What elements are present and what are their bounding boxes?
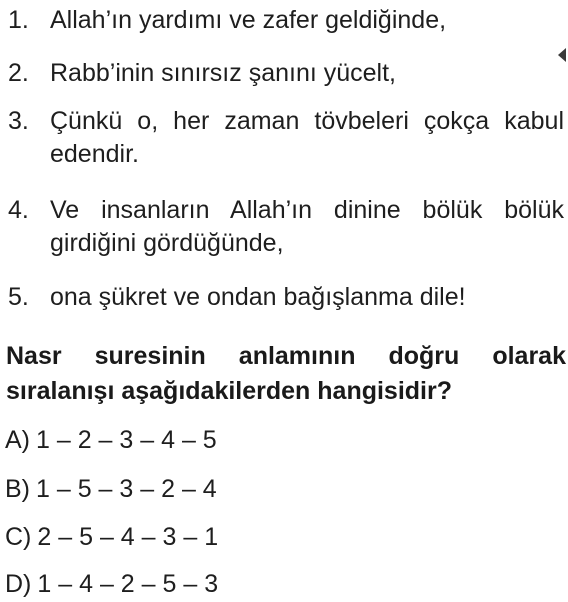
option-letter: B) <box>5 475 30 503</box>
list-item-4 <box>8 194 564 260</box>
item-text: ona şükret ve ondan bağışlanma dile! <box>50 283 466 311</box>
item-number: 4. <box>8 196 29 224</box>
item-text: Rabb’inin sınırsız şanını yücelt, <box>50 59 396 87</box>
option-letter: C) <box>5 523 32 551</box>
option-sequence: 1 – 2 – 3 – 4 – 5 <box>36 426 217 454</box>
list-item-3 <box>8 105 564 171</box>
item-number: 1. <box>8 6 29 34</box>
list-item-1 <box>8 4 564 37</box>
option-sequence: 1 – 4 – 2 – 5 – 3 <box>37 570 219 598</box>
item-text: Çünkü o, her zaman tövbeleri çokça kabul edendir. <box>50 107 564 168</box>
list-item-2 <box>8 57 564 90</box>
question-text: Nasr suresinin anlamının doğru olarak sıralanışı aşağıdakilerden hangisidir? <box>6 342 566 405</box>
answer-option-b[interactable] <box>5 473 217 506</box>
item-number: 3. <box>8 107 29 135</box>
option-sequence: 2 – 5 – 4 – 3 – 1 <box>37 523 219 551</box>
edge-marker-icon <box>558 48 566 62</box>
item-text: Ve insanların Allah’ın dinine bölük bölük girdiğini gördüğünde, <box>50 196 564 257</box>
option-sequence: 1 – 5 – 3 – 2 – 4 <box>36 475 217 503</box>
answer-option-d[interactable] <box>5 568 218 601</box>
item-number: 5. <box>8 283 29 311</box>
answer-option-a[interactable] <box>5 424 217 457</box>
answer-option-c[interactable] <box>5 521 218 554</box>
item-text: Allah’ın yardımı ve zafer geldiğinde, <box>50 6 447 34</box>
item-number: 2. <box>8 59 29 87</box>
option-letter: A) <box>5 426 30 454</box>
option-letter: D) <box>5 570 32 598</box>
list-item-5 <box>8 281 564 314</box>
